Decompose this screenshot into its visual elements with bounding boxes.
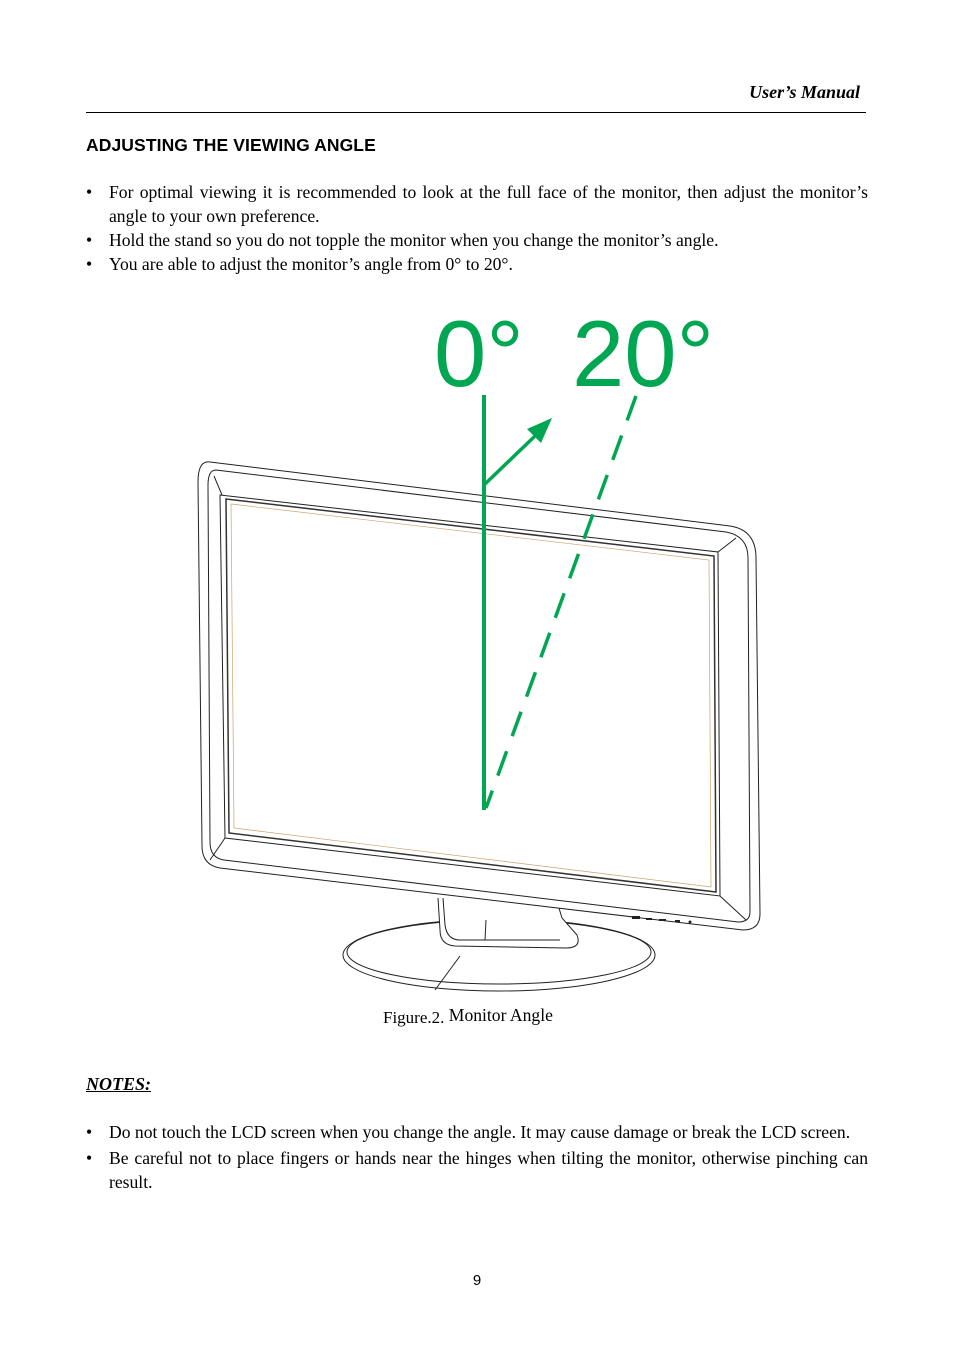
angle-start-label: 0° — [434, 301, 524, 406]
notes-bullet-list — [86, 1120, 868, 1194]
list-item-text: For optimal viewing it is recommended to look at the full face of the monitor, then adjust the monitor’s angle to your own preference. — [109, 182, 868, 226]
list-item-text: You are able to adjust the monitor’s angle from 0° to 20°. — [109, 254, 513, 274]
angle-end-label: 20° — [572, 301, 715, 406]
monitor-illustration — [190, 290, 770, 1000]
intro-bullet-list — [86, 180, 868, 276]
page-number: 9 — [472, 1272, 482, 1289]
monitor-angle-figure — [190, 290, 770, 1000]
bullet-icon: • — [86, 1148, 93, 1168]
list-item-text: Be careful not to place fingers or hands near the hinges when tilting the monitor, otherwise pinching can result. — [109, 1148, 868, 1192]
list-item — [86, 180, 868, 228]
list-item — [86, 228, 868, 252]
list-item-text: Do not touch the LCD screen when you change the angle. It may cause damage or break the LCD screen. — [109, 1122, 851, 1142]
figure-number: Figure.2. — [383, 1008, 445, 1027]
bullet-icon: • — [86, 230, 93, 250]
list-item — [86, 252, 868, 276]
figure-caption-text: Monitor Angle — [448, 1005, 553, 1025]
list-item — [86, 1120, 868, 1144]
bullet-icon: • — [86, 254, 93, 274]
bullet-icon: • — [86, 182, 93, 202]
section-title: ADJUSTING THE VIEWING ANGLE — [86, 135, 376, 155]
bullet-icon: • — [86, 1122, 93, 1142]
figure-caption — [383, 1005, 553, 1026]
notes-title: NOTES: — [86, 1074, 152, 1094]
monitor-screen — [226, 499, 716, 892]
list-item — [86, 1146, 868, 1194]
header-divider — [86, 112, 866, 113]
list-item-text: Hold the stand so you do not topple the monitor when you change the monitor’s angle. — [109, 230, 719, 250]
header-title: User’s Manual — [749, 82, 860, 102]
